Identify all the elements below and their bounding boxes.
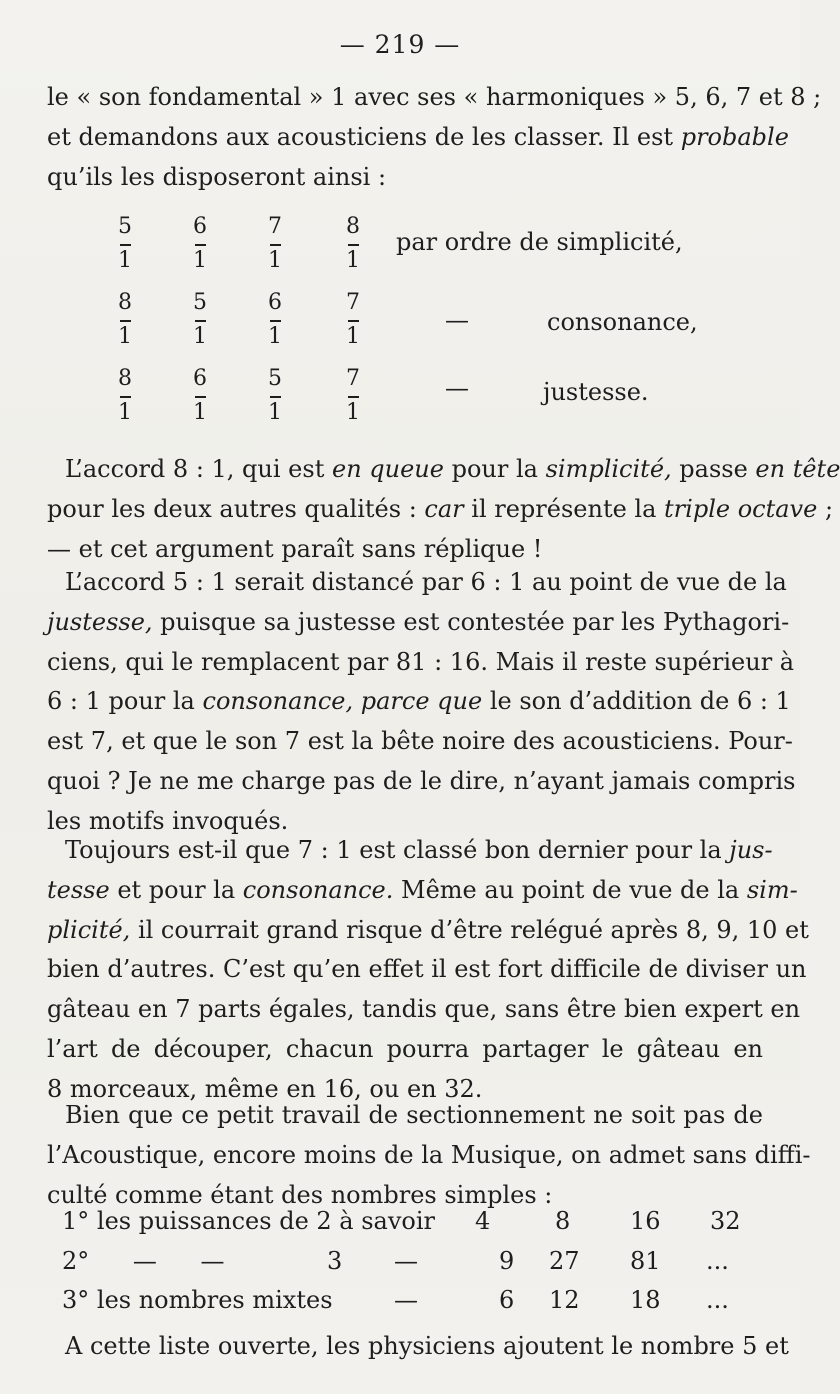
ditto-dash: —: [445, 374, 469, 402]
text-line: les motifs invoqués.: [47, 806, 289, 835]
paragraph-3: [47, 831, 809, 1110]
fraction: 6 1: [193, 214, 207, 273]
text-line: tesse et pour la consonance. Même au point de vue de la sim-: [47, 875, 798, 904]
list-label: 3° les nombres mixtes: [62, 1286, 333, 1314]
paragraph-1: [47, 450, 840, 569]
text-line: culté comme étant des nombres simples :: [47, 1180, 553, 1209]
list-value: ...: [706, 1246, 729, 1275]
text-line: justesse, puisque sa justesse est contestée par les Pythagori-: [47, 607, 790, 636]
list-value: 32: [710, 1207, 741, 1235]
fraction-row: [100, 210, 760, 286]
list-value: 12: [549, 1286, 580, 1314]
fraction: 8 1: [346, 214, 360, 273]
fraction: 5 1: [268, 366, 282, 425]
list-value: 9: [499, 1246, 515, 1275]
text-line: l’Acoustique, encore moins de la Musique, on admet sans diffi-: [47, 1140, 811, 1169]
text-line: l’art de découper, chacun pourra partager le gâteau en: [47, 1034, 763, 1063]
fraction: 5 1: [193, 290, 207, 349]
text-line: est 7, et que le son 7 est la bête noire des acousticiens. Pour-: [47, 727, 793, 756]
list-label: 2° — —: [62, 1246, 225, 1275]
fraction-table: [100, 210, 760, 438]
fraction: 7 1: [268, 214, 282, 273]
text-line: gâteau en 7 parts égales, tandis que, sans être bien expert en: [47, 995, 801, 1024]
criterion-label: par ordre de simplicité,: [396, 228, 683, 256]
list-value: 8: [555, 1207, 571, 1235]
text-line: 6 : 1 pour la consonance, parce que le son d’addition de 6 : 1: [47, 687, 791, 716]
ditto-dash: —: [394, 1286, 418, 1314]
list-value: 6: [499, 1286, 515, 1314]
text-line: plicité, il courrait grand risque d’être relégué après 8, 9, 10 et: [47, 915, 809, 944]
closing-paragraph: [47, 1327, 789, 1367]
list-base: 3: [327, 1246, 343, 1275]
fraction: 6 1: [193, 366, 207, 425]
text-line: L’accord 5 : 1 serait distancé par 6 : 1 au point de vue de la: [65, 568, 787, 596]
list-row: [62, 1247, 762, 1287]
paragraph-4: [47, 1096, 811, 1215]
criterion-label: justesse.: [543, 378, 649, 406]
text-line: pour les deux autres qualités : car il représente la triple octave ;: [47, 494, 834, 523]
text-line: L’accord 8 : 1, qui est en queue pour la simplicité, passe en tête: [65, 455, 840, 483]
fraction: 7 1: [346, 290, 360, 349]
list-value: ...: [706, 1286, 729, 1314]
fraction: 5 1: [118, 214, 132, 273]
text-line: bien d’autres. C’est qu’en effet il est fort difficile de diviser un: [47, 955, 807, 984]
list-value: 16: [630, 1207, 661, 1235]
text-line: qu’ils les disposeront ainsi :: [47, 162, 387, 191]
text-line: Toujours est-il que 7 : 1 est classé bon dernier pour la jus-: [65, 836, 773, 864]
criterion-label: consonance,: [547, 308, 698, 336]
fraction: 6 1: [268, 290, 282, 349]
fraction: 8 1: [118, 366, 132, 425]
fraction-row: [100, 286, 760, 362]
text-line: 8 morceaux, même en 16, ou en 32.: [47, 1074, 483, 1103]
text-line: le « son fondamental » 1 avec ses « harmoniques » 5, 6, 7 et 8 ;: [47, 83, 822, 111]
text-line: quoi ? Je ne me charge pas de le dire, n’ayant jamais compris: [47, 766, 796, 795]
text-line: Bien que ce petit travail de sectionnement ne soit pas de: [65, 1101, 763, 1129]
fraction-row: [100, 362, 760, 438]
list-value: 4: [475, 1207, 491, 1235]
page-number: — 219 —: [339, 30, 461, 59]
text-line: — et cet argument paraît sans réplique !: [47, 534, 543, 563]
fraction: 8 1: [118, 290, 132, 349]
list-label: 1° les puissances de 2 à savoir: [62, 1207, 436, 1235]
list-value: 27: [549, 1246, 580, 1275]
number-list-table: [62, 1207, 762, 1326]
fraction: 7 1: [346, 366, 360, 425]
text-line: ciens, qui le remplacent par 81 : 16. Mais il reste supérieur à: [47, 647, 795, 676]
text-line: A cette liste ouverte, les physiciens ajoutent le nombre 5 et: [65, 1332, 789, 1360]
list-row: [62, 1286, 762, 1326]
text-line: et demandons aux acousticiens de les classer. Il est probable: [47, 122, 789, 151]
list-value: 81: [630, 1246, 661, 1275]
intro-paragraph: [47, 78, 822, 197]
list-value: 18: [630, 1286, 661, 1314]
list-row: [62, 1207, 762, 1247]
ditto-dash: —: [394, 1246, 418, 1275]
ditto-dash: —: [445, 306, 469, 334]
paragraph-2: [47, 563, 796, 842]
